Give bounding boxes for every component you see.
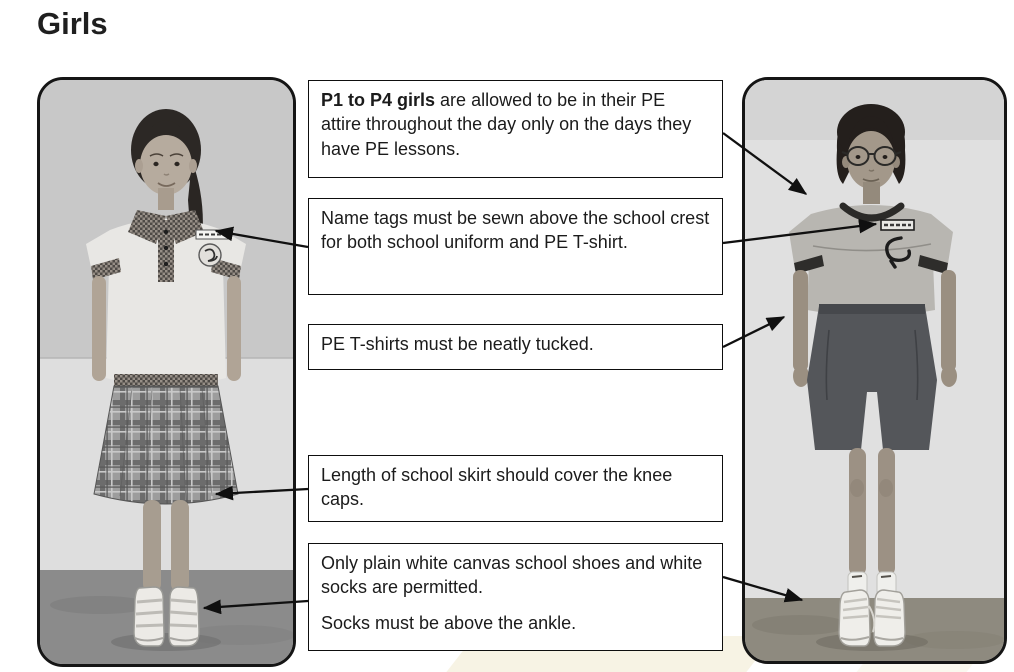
- eye: [153, 162, 158, 166]
- skirt-waistband: [114, 374, 218, 387]
- annotation-text: Only plain white canvas school shoes and white socks are permitted.: [321, 553, 703, 598]
- pe-attire-illustration: [745, 80, 1004, 661]
- annotation-text: are allowed to be in their PE attire throughout the day only on the days they have PE lessons.: [321, 90, 692, 159]
- annotation-text: Length of school skirt should cover the knee caps.: [321, 465, 673, 510]
- arm: [793, 270, 808, 372]
- arm: [941, 270, 956, 372]
- eye: [856, 155, 861, 159]
- annotation-box-pe-attire-days: [308, 80, 723, 178]
- annotation-box-name-tags: [308, 198, 723, 295]
- shadow: [111, 633, 221, 651]
- leg: [878, 448, 895, 576]
- annotation-box-shoes-socks: [308, 543, 723, 651]
- leg: [849, 448, 866, 576]
- photo-school-uniform: [37, 77, 296, 667]
- shadow: [816, 633, 928, 651]
- neck: [863, 182, 880, 204]
- annotation-text: Name tags must be sewn above the school crest for both school uniform and PE T-shirt.: [321, 208, 710, 253]
- pe-tshirt: [807, 205, 935, 316]
- shoe: [169, 587, 199, 646]
- arm: [92, 276, 106, 381]
- annotation-bold-text: P1 to P4 girls: [321, 90, 436, 110]
- annotation-box-tucked-shirt: [308, 324, 723, 370]
- annotation-text: Socks must be above the ankle.: [321, 612, 577, 633]
- school-crest: [199, 244, 221, 266]
- arm: [227, 276, 241, 381]
- annotation-box-skirt-length: [308, 455, 723, 522]
- page-title: Girls: [37, 6, 108, 41]
- neck: [158, 188, 174, 210]
- skirt: [94, 386, 238, 504]
- annotation-text: PE T-shirts must be neatly tucked.: [321, 334, 594, 354]
- leg: [171, 500, 189, 592]
- leg: [143, 500, 161, 592]
- photo-pe-attire: [742, 77, 1007, 664]
- school-uniform-illustration: [40, 80, 293, 664]
- placket: [158, 220, 174, 282]
- eye: [883, 155, 888, 159]
- shoe: [134, 587, 164, 646]
- eye: [174, 162, 179, 166]
